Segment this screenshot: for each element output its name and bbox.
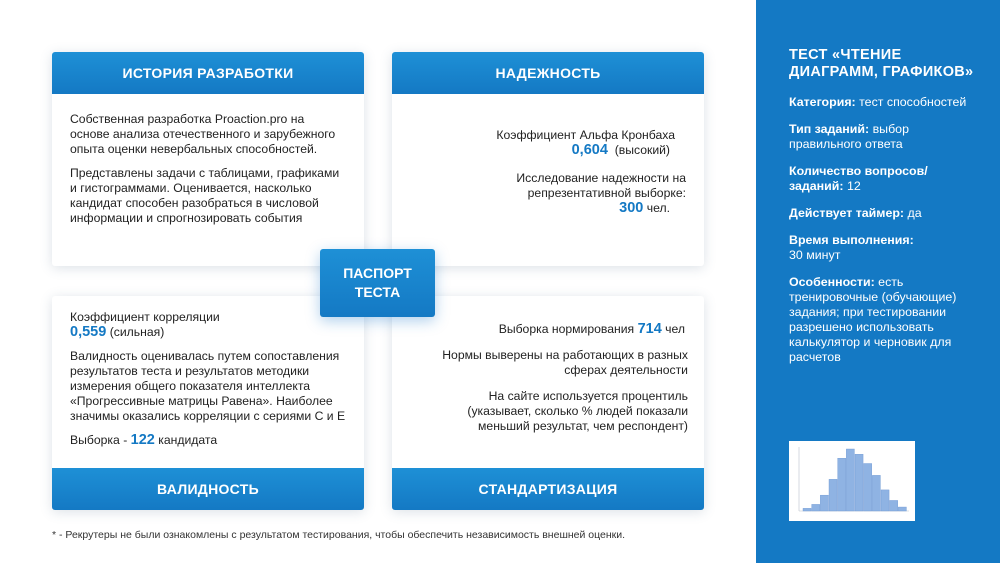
histogram-bar xyxy=(838,458,846,511)
features-label: Особенности: xyxy=(789,275,875,289)
card-validity-title: ВАЛИДНОСТЬ xyxy=(52,468,364,510)
alpha-note: (высокий) xyxy=(614,143,670,157)
task-type-label: Тип заданий: xyxy=(789,122,870,136)
history-paragraph-2: Представлены задачи с таблицами, графиками и гистограммами. Оценивается, насколько кандидат способен разобраться в числовой информации и спрогнозировать события xyxy=(70,166,340,225)
histogram-bar xyxy=(890,500,898,511)
norm-sample-value: 714 xyxy=(637,321,662,337)
category-value: тест способностей xyxy=(859,95,967,109)
histogram-svg xyxy=(789,441,915,521)
card-standardization-title: СТАНДАРТИЗАЦИЯ xyxy=(392,468,704,510)
sidebar-timer xyxy=(789,206,980,221)
histogram-bar xyxy=(881,490,889,511)
histogram-bar xyxy=(855,454,863,511)
passport-line-1: ПАСПОРТ xyxy=(343,265,412,281)
norm-sample-unit: чел xyxy=(665,322,685,336)
study-label: Исследование надежности на репрезентативной выборке: xyxy=(516,171,686,200)
corr-label: Коэффициент корреляции xyxy=(70,310,220,324)
validity-text: Валидность оценивалась путем сопоставления результатов теста и результатов методики измерения общего показателя интеллекта «Прогрессивные матрицы Равена». Наиболее значимы оказались корреляции с сериями С и Е xyxy=(70,349,346,423)
histogram-bar xyxy=(864,464,872,511)
sidebar-count xyxy=(789,164,980,194)
history-paragraph-1: Собственная разработка Proaction.pro на основе анализа отечественного и зарубежного опыта оценки невербальных способностей. xyxy=(70,112,336,156)
mini-histogram xyxy=(789,441,915,521)
alpha-value: 0,604 xyxy=(571,142,608,158)
card-history xyxy=(52,52,364,266)
category-label: Категория: xyxy=(789,95,856,109)
histogram-bar xyxy=(812,504,820,511)
card-standardization xyxy=(392,296,704,510)
sidebar-category xyxy=(789,95,980,110)
histogram-bar xyxy=(898,507,906,511)
footnote: * - Рекрутеры не были ознакомлены с результатом тестирования, чтобы обеспечить независимость внешней оценки. xyxy=(52,529,626,541)
study-value: 300 xyxy=(619,200,644,216)
validity-sample-value: 122 xyxy=(130,432,155,448)
histogram-bar xyxy=(803,508,811,511)
sidebar-features xyxy=(789,275,980,365)
passport-line-2: ТЕСТА xyxy=(354,284,401,300)
card-reliability-title: НАДЕЖНОСТЬ xyxy=(392,52,704,94)
timer-label: Действует таймер: xyxy=(789,206,905,220)
task-type-value: выбор правильного ответа xyxy=(789,122,909,151)
percentile-text: На сайте используется процентиль (указывает, сколько % людей показали меньший результат, чем респондент) xyxy=(467,389,688,433)
sidebar-time xyxy=(789,233,980,263)
histogram-bar xyxy=(820,495,828,511)
corr-value: 0,559 xyxy=(70,324,107,340)
norms-text: Нормы выверены на работающих в разных сферах деятельности xyxy=(442,348,688,377)
histogram-bar xyxy=(829,479,837,511)
study-unit: чел. xyxy=(646,201,670,215)
card-history-title: ИСТОРИЯ РАЗРАБОТКИ xyxy=(52,52,364,94)
norm-sample-label: Выборка нормирования xyxy=(498,322,635,336)
count-value: 12 xyxy=(846,179,861,193)
card-reliability xyxy=(392,52,704,266)
histogram-bar xyxy=(846,449,854,511)
corr-note: (сильная) xyxy=(109,325,165,339)
histogram-bar xyxy=(872,475,880,511)
sidebar-title: ТЕСТ «ЧТЕНИЕ ДИАГРАММ, ГРАФИКОВ» xyxy=(789,47,974,80)
time-value: 30 минут xyxy=(789,248,841,262)
timer-value: да xyxy=(907,206,922,220)
validity-sample-unit: кандидата xyxy=(158,433,218,447)
validity-sample-label: Выборка - xyxy=(70,433,128,447)
count-label: Количество вопросов/заданий: xyxy=(789,164,928,193)
card-validity xyxy=(52,296,364,510)
features-value: есть тренировочные (обучающие) задания; при тестировании разрешено использовать калькулятор и черновик для расчетов xyxy=(789,275,957,364)
passport-badge xyxy=(320,249,435,317)
sidebar-task-type xyxy=(789,122,980,152)
time-label: Время выполнения: xyxy=(789,233,914,247)
alpha-label: Коэффициент Альфа Кронбаха xyxy=(496,128,675,142)
